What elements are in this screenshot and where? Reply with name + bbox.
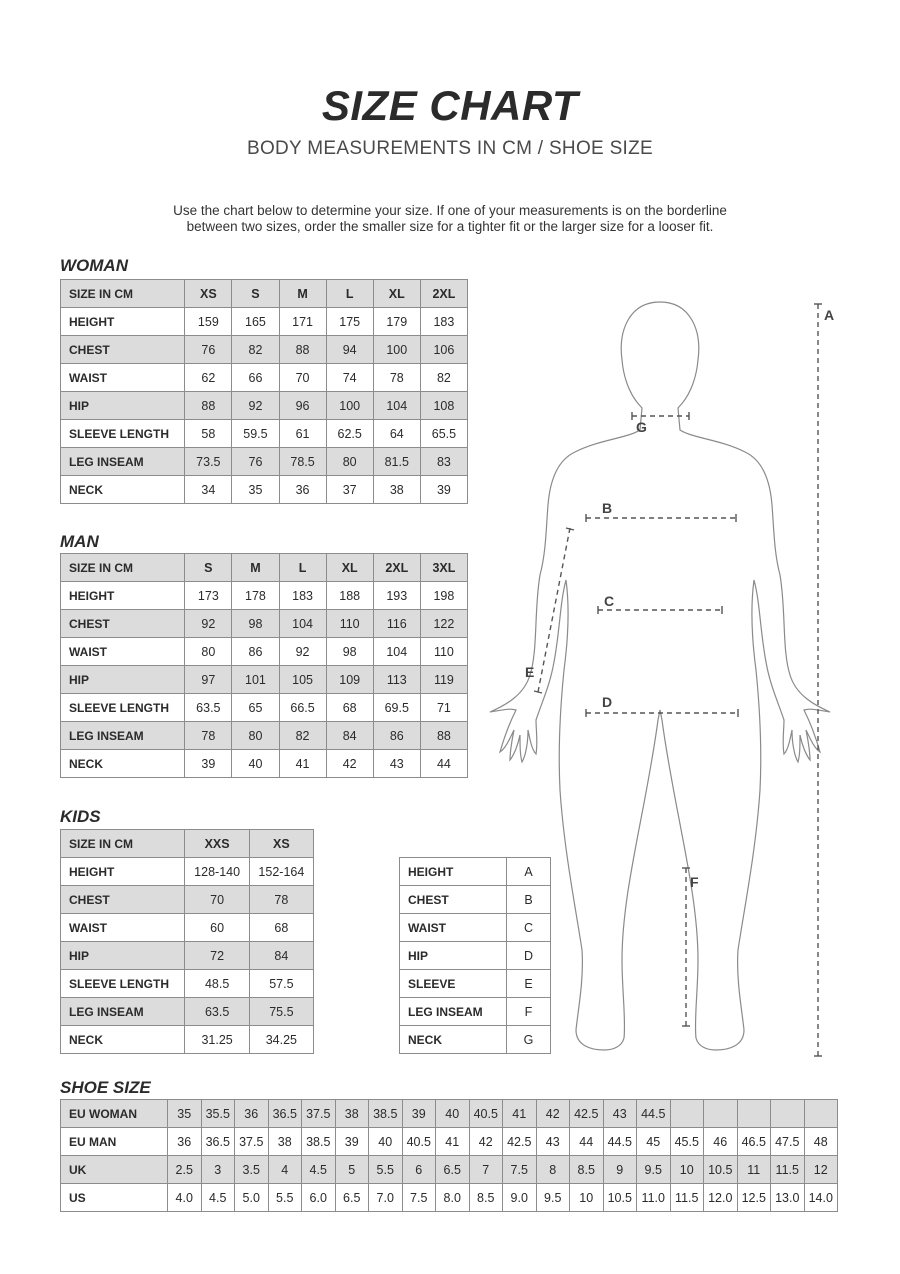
value-cell: 36	[279, 476, 326, 504]
value-cell: 46.5	[737, 1128, 771, 1156]
row-label-cell: LEG INSEAM	[61, 722, 185, 750]
value-cell: 5	[335, 1156, 369, 1184]
value-cell: 41	[279, 750, 326, 778]
value-cell: 40	[232, 750, 279, 778]
value-cell: 81.5	[373, 448, 420, 476]
row-label-cell: NECK	[61, 750, 185, 778]
row-label-cell: HIP	[61, 942, 185, 970]
value-cell	[804, 1100, 838, 1128]
label-f: F	[690, 874, 699, 890]
intro-line-2: between two sizes, order the smaller size for a tighter fit or the larger size for a looser fit.	[186, 219, 714, 234]
value-cell: 92	[279, 638, 326, 666]
row-label-cell: WAIST	[61, 638, 185, 666]
row-label-cell: CHEST	[61, 886, 185, 914]
row-label-cell: US	[61, 1184, 168, 1212]
value-cell: 40.5	[469, 1100, 503, 1128]
man-section-title: MAN	[60, 532, 99, 551]
value-cell: 34.25	[249, 1026, 313, 1054]
sleeve-tick-top	[566, 528, 574, 530]
value-cell: 65.5	[420, 420, 467, 448]
label-e: E	[525, 664, 535, 680]
value-cell: 13.0	[771, 1184, 805, 1212]
row-label-cell: NECK	[400, 1026, 507, 1054]
measure-ticks	[534, 304, 822, 1056]
value-cell: 62.5	[326, 420, 373, 448]
value-cell: 78	[185, 722, 232, 750]
value-cell: 7.0	[369, 1184, 403, 1212]
value-cell: 109	[326, 666, 373, 694]
value-cell: 11.5	[771, 1156, 805, 1184]
value-cell: 37	[326, 476, 373, 504]
value-cell: 35	[168, 1100, 202, 1128]
value-cell: 5.5	[369, 1156, 403, 1184]
row-label-cell: NECK	[61, 1026, 185, 1054]
header-size-cell: L	[279, 554, 326, 582]
value-cell: 44.5	[637, 1100, 671, 1128]
header-size-cell: 2XL	[373, 554, 420, 582]
value-cell: 105	[279, 666, 326, 694]
value-cell: 60	[185, 914, 249, 942]
header-size-cell: L	[326, 280, 373, 308]
table-row	[61, 420, 468, 448]
shoe-size-table	[60, 1099, 838, 1212]
row-label-cell: HIP	[400, 942, 507, 970]
table-row	[61, 858, 314, 886]
value-cell: 78.5	[279, 448, 326, 476]
value-cell: 63.5	[185, 998, 249, 1026]
value-cell: 171	[279, 308, 326, 336]
value-cell: 43	[603, 1100, 637, 1128]
row-label-cell: HEIGHT	[61, 308, 185, 336]
value-cell: 4	[268, 1156, 302, 1184]
row-label-cell: SLEEVE	[400, 970, 507, 998]
value-cell: 193	[373, 582, 420, 610]
value-cell: B	[507, 886, 551, 914]
header-size-cell: S	[185, 554, 232, 582]
value-cell: 76	[185, 336, 232, 364]
label-g: G	[636, 419, 647, 435]
value-cell: F	[507, 998, 551, 1026]
value-cell: 42	[536, 1100, 570, 1128]
value-cell: 6.0	[302, 1184, 336, 1212]
row-label-cell: HEIGHT	[400, 858, 507, 886]
row-label-cell: LEG INSEAM	[61, 448, 185, 476]
value-cell: 119	[420, 666, 467, 694]
value-cell: 36	[168, 1128, 202, 1156]
value-cell: 57.5	[249, 970, 313, 998]
value-cell: 46	[704, 1128, 738, 1156]
value-cell: 45.5	[670, 1128, 704, 1156]
value-cell: 10.5	[603, 1184, 637, 1212]
table-row	[61, 582, 468, 610]
body-measurement-figure	[480, 290, 860, 1070]
value-cell: 7.5	[503, 1156, 537, 1184]
value-cell: 12.0	[704, 1184, 738, 1212]
table-row	[61, 750, 468, 778]
row-label-cell: CHEST	[61, 610, 185, 638]
value-cell: 6.5	[335, 1184, 369, 1212]
value-cell: 8	[536, 1156, 570, 1184]
value-cell: 5.0	[235, 1184, 269, 1212]
value-cell: 83	[420, 448, 467, 476]
row-label-cell: HEIGHT	[61, 582, 185, 610]
value-cell: 84	[249, 942, 313, 970]
value-cell: 82	[420, 364, 467, 392]
value-cell: 11.5	[670, 1184, 704, 1212]
header-size-cell: 2XL	[420, 280, 467, 308]
value-cell: 4.5	[201, 1184, 235, 1212]
value-cell: 38	[335, 1100, 369, 1128]
value-cell: 76	[232, 448, 279, 476]
row-label-cell: SLEEVE LENGTH	[61, 420, 185, 448]
value-cell: 70	[279, 364, 326, 392]
value-cell: 9.0	[503, 1184, 537, 1212]
header-size-cell: XS	[249, 830, 313, 858]
body-head	[490, 302, 830, 1050]
table-row	[61, 1156, 838, 1184]
value-cell: 183	[279, 582, 326, 610]
header-size-cell: XS	[185, 280, 232, 308]
kids-section-title: KIDS	[60, 807, 101, 826]
value-cell: 78	[249, 886, 313, 914]
table-header-row	[61, 554, 468, 582]
value-cell: 6	[402, 1156, 436, 1184]
table-row	[61, 886, 314, 914]
header-size-cell: 3XL	[420, 554, 467, 582]
table-header-row	[61, 280, 468, 308]
value-cell: 66.5	[279, 694, 326, 722]
value-cell: 63.5	[185, 694, 232, 722]
header-label-cell: SIZE IN CM	[61, 830, 185, 858]
header-size-cell: M	[232, 554, 279, 582]
measure-labels	[525, 307, 834, 890]
row-label-cell: SLEEVE LENGTH	[61, 970, 185, 998]
value-cell: 100	[373, 336, 420, 364]
value-cell: 80	[326, 448, 373, 476]
value-cell: 43	[373, 750, 420, 778]
intro-line-1: Use the chart below to determine your size. If one of your measurements is on the borderline	[173, 203, 727, 218]
value-cell: 175	[326, 308, 373, 336]
value-cell: 65	[232, 694, 279, 722]
value-cell: 165	[232, 308, 279, 336]
row-label-cell: WAIST	[400, 914, 507, 942]
table-row	[61, 392, 468, 420]
value-cell: 10.5	[704, 1156, 738, 1184]
row-label-cell: UK	[61, 1156, 168, 1184]
value-cell: E	[507, 970, 551, 998]
row-label-cell: LEG INSEAM	[61, 998, 185, 1026]
value-cell: 42.5	[503, 1128, 537, 1156]
value-cell: A	[507, 858, 551, 886]
value-cell: 34	[185, 476, 232, 504]
value-cell: 10	[570, 1184, 604, 1212]
row-label-cell: NECK	[61, 476, 185, 504]
row-label-cell: HIP	[61, 392, 185, 420]
value-cell	[737, 1100, 771, 1128]
value-cell: 45	[637, 1128, 671, 1156]
value-cell: 2.5	[168, 1156, 202, 1184]
value-cell: 178	[232, 582, 279, 610]
value-cell: 37.5	[235, 1128, 269, 1156]
row-label-cell: EU WOMAN	[61, 1100, 168, 1128]
value-cell: 80	[185, 638, 232, 666]
value-cell: 5.5	[268, 1184, 302, 1212]
value-cell: 86	[232, 638, 279, 666]
row-label-cell: HEIGHT	[61, 858, 185, 886]
value-cell: 61	[279, 420, 326, 448]
value-cell: 113	[373, 666, 420, 694]
value-cell	[771, 1100, 805, 1128]
row-label-cell: WAIST	[61, 914, 185, 942]
row-label-cell: CHEST	[400, 886, 507, 914]
value-cell: 106	[420, 336, 467, 364]
table-row	[61, 1100, 838, 1128]
table-row	[61, 476, 468, 504]
value-cell	[670, 1100, 704, 1128]
row-label-cell: CHEST	[61, 336, 185, 364]
value-cell: 38	[373, 476, 420, 504]
value-cell: 59.5	[232, 420, 279, 448]
value-cell: 39	[402, 1100, 436, 1128]
value-cell: 9.5	[536, 1184, 570, 1212]
value-cell: 69.5	[373, 694, 420, 722]
value-cell: 108	[420, 392, 467, 420]
value-cell: 41	[436, 1128, 470, 1156]
value-cell: 94	[326, 336, 373, 364]
label-a: A	[824, 307, 835, 323]
value-cell: 38.5	[369, 1100, 403, 1128]
value-cell: 183	[420, 308, 467, 336]
value-cell: 43	[536, 1128, 570, 1156]
value-cell: 38.5	[302, 1128, 336, 1156]
value-cell: 96	[279, 392, 326, 420]
value-cell: 82	[279, 722, 326, 750]
header-size-cell: XL	[373, 280, 420, 308]
value-cell: 44	[420, 750, 467, 778]
kids-size-table	[60, 829, 314, 1054]
header-size-cell: XXS	[185, 830, 249, 858]
woman-size-table	[60, 279, 468, 504]
value-cell: 64	[373, 420, 420, 448]
header-size-cell: M	[279, 280, 326, 308]
row-label-cell: SLEEVE LENGTH	[61, 694, 185, 722]
table-header-row	[61, 830, 314, 858]
value-cell: 35.5	[201, 1100, 235, 1128]
value-cell: 48	[804, 1128, 838, 1156]
value-cell: 8.5	[469, 1184, 503, 1212]
row-label-cell: LEG INSEAM	[400, 998, 507, 1026]
header-label-cell: SIZE IN CM	[61, 280, 185, 308]
value-cell: 6.5	[436, 1156, 470, 1184]
value-cell: 173	[185, 582, 232, 610]
row-label-cell: EU MAN	[61, 1128, 168, 1156]
value-cell: 39	[335, 1128, 369, 1156]
value-cell: 58	[185, 420, 232, 448]
table-row	[61, 610, 468, 638]
value-cell: 198	[420, 582, 467, 610]
value-cell: 3	[201, 1156, 235, 1184]
woman-section-title: WOMAN	[60, 256, 128, 275]
value-cell: 39	[420, 476, 467, 504]
value-cell: 110	[326, 610, 373, 638]
value-cell: 188	[326, 582, 373, 610]
value-cell: 75.5	[249, 998, 313, 1026]
sleeve-line	[538, 528, 570, 692]
table-row	[61, 998, 314, 1026]
table-row	[61, 1184, 838, 1212]
label-b: B	[602, 500, 613, 516]
value-cell: 12	[804, 1156, 838, 1184]
value-cell: 88	[185, 392, 232, 420]
value-cell: 40	[436, 1100, 470, 1128]
value-cell: 100	[326, 392, 373, 420]
value-cell: 66	[232, 364, 279, 392]
value-cell: 9	[603, 1156, 637, 1184]
value-cell: 104	[373, 392, 420, 420]
header-size-cell: XL	[326, 554, 373, 582]
value-cell: 71	[420, 694, 467, 722]
label-d: D	[602, 694, 613, 710]
table-row	[61, 666, 468, 694]
value-cell: 14.0	[804, 1184, 838, 1212]
value-cell: 68	[326, 694, 373, 722]
value-cell: D	[507, 942, 551, 970]
value-cell: 44	[570, 1128, 604, 1156]
value-cell: 7	[469, 1156, 503, 1184]
man-size-table	[60, 553, 468, 778]
value-cell: 70	[185, 886, 249, 914]
value-cell: 98	[326, 638, 373, 666]
value-cell: 88	[420, 722, 467, 750]
table-row	[61, 1026, 314, 1054]
value-cell: 42	[469, 1128, 503, 1156]
body-outline	[490, 302, 830, 1050]
value-cell: 98	[232, 610, 279, 638]
value-cell: 35	[232, 476, 279, 504]
value-cell: 72	[185, 942, 249, 970]
value-cell: 159	[185, 308, 232, 336]
value-cell: 104	[279, 610, 326, 638]
measure-lines	[538, 304, 818, 1056]
value-cell: 9.5	[637, 1156, 671, 1184]
page-title: SIZE CHART	[321, 82, 579, 129]
value-cell: 80	[232, 722, 279, 750]
value-cell: 84	[326, 722, 373, 750]
value-cell: 88	[279, 336, 326, 364]
value-cell: 8.0	[436, 1184, 470, 1212]
value-cell: 92	[232, 392, 279, 420]
table-row	[61, 1128, 838, 1156]
value-cell: 11.0	[637, 1184, 671, 1212]
value-cell: 12.5	[737, 1184, 771, 1212]
page-subtitle: BODY MEASUREMENTS IN CM / SHOE SIZE	[246, 138, 654, 159]
table-row	[61, 308, 468, 336]
value-cell: 110	[420, 638, 467, 666]
table-row	[61, 448, 468, 476]
value-cell: 86	[373, 722, 420, 750]
shoe-section-title: SHOE SIZE	[60, 1078, 151, 1097]
value-cell: 36	[235, 1100, 269, 1128]
value-cell: 42.5	[570, 1100, 604, 1128]
value-cell: 11	[737, 1156, 771, 1184]
table-row	[61, 694, 468, 722]
row-label-cell: WAIST	[61, 364, 185, 392]
value-cell: 37.5	[302, 1100, 336, 1128]
value-cell: 74	[326, 364, 373, 392]
value-cell: 3.5	[235, 1156, 269, 1184]
value-cell: 179	[373, 308, 420, 336]
sleeve-tick-bottom	[534, 691, 542, 693]
value-cell: 116	[373, 610, 420, 638]
table-row	[61, 722, 468, 750]
value-cell	[704, 1100, 738, 1128]
value-cell: 48.5	[185, 970, 249, 998]
label-c: C	[604, 593, 615, 609]
table-row	[61, 970, 314, 998]
value-cell: 8.5	[570, 1156, 604, 1184]
value-cell: 31.25	[185, 1026, 249, 1054]
table-row	[61, 914, 314, 942]
value-cell: 36.5	[268, 1100, 302, 1128]
value-cell: 97	[185, 666, 232, 694]
value-cell: 40	[369, 1128, 403, 1156]
value-cell: 39	[185, 750, 232, 778]
value-cell: 78	[373, 364, 420, 392]
value-cell: 73.5	[185, 448, 232, 476]
table-row	[61, 364, 468, 392]
body-outline-svg	[480, 290, 860, 1070]
value-cell: 36.5	[201, 1128, 235, 1156]
value-cell: 128-140	[185, 858, 249, 886]
value-cell: 68	[249, 914, 313, 942]
value-cell: 38	[268, 1128, 302, 1156]
table-row	[61, 638, 468, 666]
table-row	[61, 942, 314, 970]
value-cell: 4.0	[168, 1184, 202, 1212]
header-label-cell: SIZE IN CM	[61, 554, 185, 582]
value-cell: 101	[232, 666, 279, 694]
value-cell: G	[507, 1026, 551, 1054]
header-size-cell: S	[232, 280, 279, 308]
value-cell: 92	[185, 610, 232, 638]
value-cell: 4.5	[302, 1156, 336, 1184]
value-cell: 122	[420, 610, 467, 638]
value-cell: 62	[185, 364, 232, 392]
value-cell: 104	[373, 638, 420, 666]
value-cell: 152-164	[249, 858, 313, 886]
table-row	[61, 336, 468, 364]
value-cell: 40.5	[402, 1128, 436, 1156]
value-cell: 44.5	[603, 1128, 637, 1156]
intro-text	[0, 203, 900, 235]
value-cell: 10	[670, 1156, 704, 1184]
value-cell: 42	[326, 750, 373, 778]
value-cell: 82	[232, 336, 279, 364]
value-cell: 47.5	[771, 1128, 805, 1156]
value-cell: C	[507, 914, 551, 942]
value-cell: 7.5	[402, 1184, 436, 1212]
value-cell: 41	[503, 1100, 537, 1128]
row-label-cell: HIP	[61, 666, 185, 694]
